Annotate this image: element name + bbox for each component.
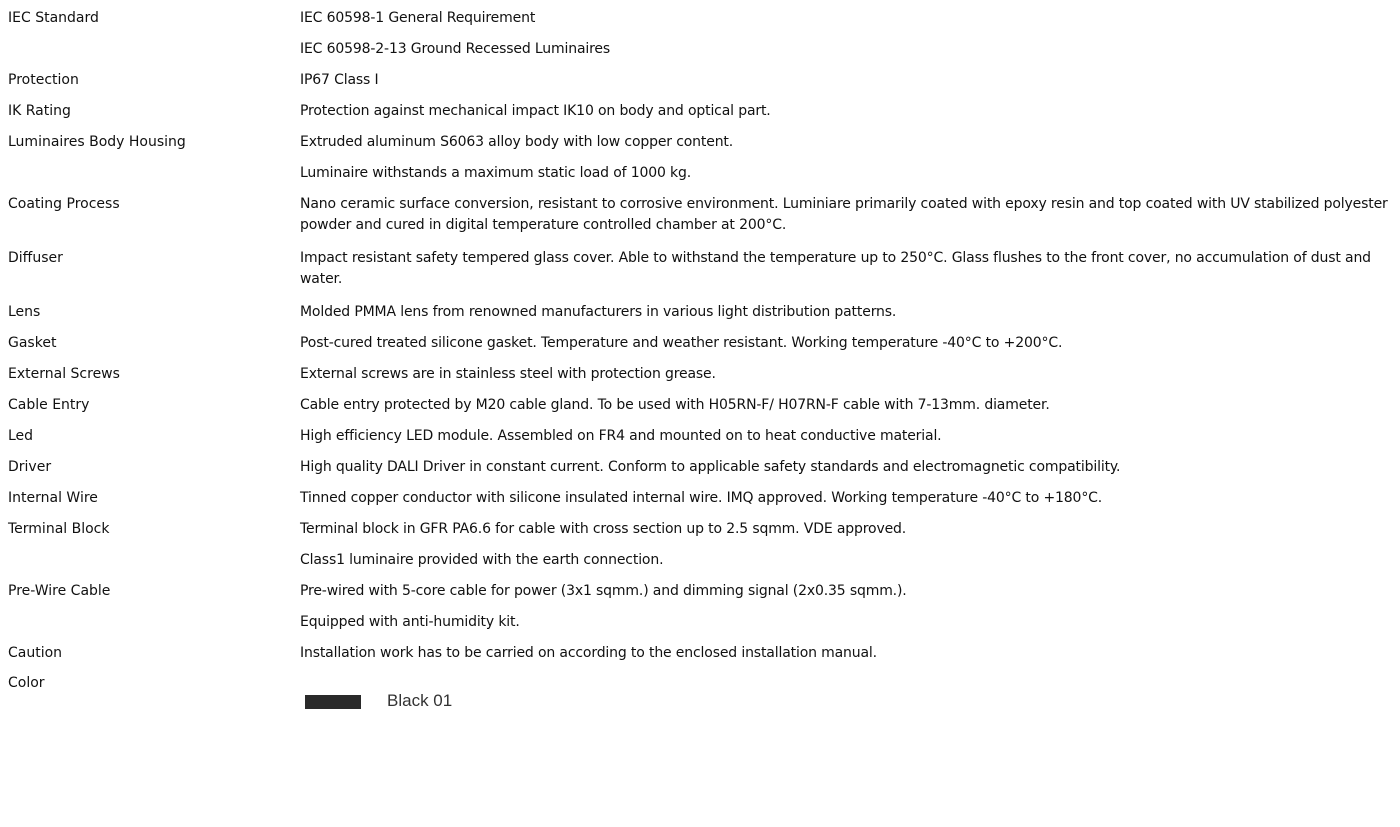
spec-value: Impact resistant safety tempered glass cover. Able to withstand the temperature up to 250°C. Glass flushes to the front cover, no accumulation of dust and water. (300, 250, 1371, 287)
spec-row (8, 418, 1398, 449)
spec-values (300, 449, 1398, 480)
spec-values (300, 511, 1398, 573)
spec-label: Caution (8, 645, 63, 661)
spec-value: Equipped with anti-humidity kit. (300, 614, 520, 630)
spec-value: Pre-wired with 5-core cable for power (3x1 sqmm.) and dimming signal (2x0.35 sqmm.). (300, 583, 907, 599)
spec-values (300, 0, 1398, 62)
spec-value: External screws are in stainless steel with protection grease. (300, 366, 716, 382)
spec-values (300, 294, 1398, 325)
spec-label: Lens (8, 304, 41, 320)
spec-value: Terminal block in GFR PA6.6 for cable with cross section up to 2.5 sqmm. VDE approved. (300, 521, 907, 537)
spec-label: Driver (8, 459, 52, 475)
spec-label: Color (8, 675, 45, 691)
spec-value: Tinned copper conductor with silicone insulated internal wire. IMQ approved. Working temperature -40°C to +180°C. (300, 490, 1103, 506)
spec-value: Class1 luminaire provided with the earth connection. (300, 552, 664, 568)
spec-label: Diffuser (8, 250, 63, 266)
spec-value: IP67 Class I (300, 72, 379, 88)
spec-row (8, 356, 1398, 387)
spec-row (8, 511, 1398, 573)
spec-row (8, 294, 1398, 325)
spec-label: IEC Standard (8, 10, 99, 26)
spec-label: Cable Entry (8, 397, 90, 413)
spec-value: Nano ceramic surface conversion, resistant to corrosive environment. Luminiare primarily coated with epoxy resin and top coated with UV stabilized polyester powder and cured in digital temperature controlled chamber at 200°C. (300, 196, 1388, 233)
spec-value: Molded PMMA lens from renowned manufacturers in various light distribution patterns. (300, 304, 897, 320)
spec-label: Protection (8, 72, 79, 88)
spec-values (300, 124, 1398, 186)
spec-row (8, 93, 1398, 124)
spec-value: Cable entry protected by M20 cable gland. To be used with H05RN-F/ H07RN-F cable with 7-13mm. diameter. (300, 397, 1050, 413)
spec-row (8, 449, 1398, 480)
spec-values (300, 240, 1398, 294)
spec-value: Luminaire withstands a maximum static load of 1000 kg. (300, 165, 692, 181)
spec-row (8, 240, 1398, 294)
spec-row (8, 124, 1398, 186)
spec-value: Post-cured treated silicone gasket. Temperature and weather resistant. Working temperature -40°C to +200°C. (300, 335, 1063, 351)
spec-value: Protection against mechanical impact IK10 on body and optical part. (300, 103, 771, 119)
spec-label: Gasket (8, 335, 57, 351)
spec-value: High efficiency LED module. Assembled on FR4 and mounted on to heat conductive material. (300, 428, 942, 444)
spec-row (8, 573, 1398, 635)
spec-values (300, 573, 1398, 635)
spec-label: IK Rating (8, 103, 71, 119)
spec-values (300, 387, 1398, 418)
spec-row-color (8, 666, 1398, 710)
spec-values (300, 186, 1398, 240)
spec-label: Pre-Wire Cable (8, 583, 111, 599)
spec-values (300, 93, 1398, 124)
spec-row (8, 186, 1398, 240)
spec-value: IEC 60598-1 General Requirement (300, 10, 536, 26)
spec-values (300, 635, 1398, 666)
spec-values (300, 480, 1398, 511)
spec-label: Luminaires Body Housing (8, 134, 186, 150)
spec-values (300, 325, 1398, 356)
spec-row (8, 0, 1398, 62)
color-swatch (305, 695, 361, 709)
spec-value: Extruded aluminum S6063 alloy body with low copper content. (300, 134, 734, 150)
spec-row (8, 635, 1398, 666)
spec-value: High quality DALI Driver in constant current. Conform to applicable safety standards and electromagnetic compatibility. (300, 459, 1121, 475)
spec-row (8, 480, 1398, 511)
spec-label: Coating Process (8, 196, 120, 212)
spec-values (300, 418, 1398, 449)
spec-label: Terminal Block (8, 521, 110, 537)
spec-label: Led (8, 428, 34, 444)
spec-values (300, 62, 1398, 93)
spec-row (8, 325, 1398, 356)
spec-table (8, 0, 1398, 710)
spec-row (8, 62, 1398, 93)
spec-label: Internal Wire (8, 490, 98, 506)
spec-value: IEC 60598-2-13 Ground Recessed Luminaires (300, 41, 611, 57)
color-swatch-name: Black 01 (387, 691, 453, 710)
spec-row (8, 387, 1398, 418)
spec-values (300, 356, 1398, 387)
spec-value: Installation work has to be carried on according to the enclosed installation manual. (300, 645, 877, 661)
spec-label: External Screws (8, 366, 120, 382)
spec-rows (8, 0, 1398, 666)
